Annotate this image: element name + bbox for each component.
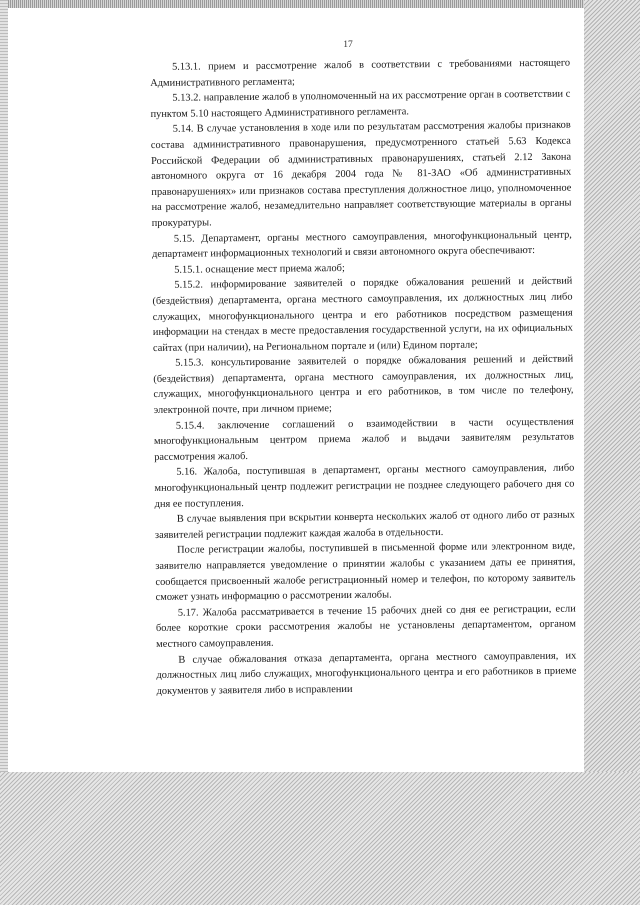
paragraph: После регистрации жалобы, поступившей в письменной форме или электронном виде, заявителю направляется уведомление о принятии жалобы с указанием даты ее принятия, сообщается присвоенный жалобе регистрационный номер и телефон, по которому заявитель сможет узнать информацию о рассмотрении жалобы. xyxy=(155,540,576,604)
scan-edge-right xyxy=(584,0,640,905)
scan-edge-bottom xyxy=(0,772,640,905)
paragraph: 5.15.4. заключение соглашений о взаимодействии в части осуществления многофункциональным центром приема жалоб и выдачи заявителям результатов рассмотрения жалоб. xyxy=(153,416,575,463)
paragraph: 5.15.1. оснащение мест приема жалоб; xyxy=(174,262,345,276)
paragraph: 5.13.2. направление жалоб в уполномоченный на их рассмотрение орган в соответствии с пунктом 5.10 настоящего Административного регламента. xyxy=(150,88,571,120)
paragraph: 5.14. В случае установления в ходе или по результатам рассмотрения жалобы признаков состава административного правонарушения, предусмотренного статьей 5.63 Кодекса Российской Федерации об административных правонарушениях, статьей 2.12 Закона автономного округа от 16 декабря 2004 года № 81-ЗАО «Об административных правонарушениях» или признаков состава преступления должностное лицо, уполномоченное на рассмотрение жалоб, незамедлительно направляет соответствующие материалы в органы прокуратуры. xyxy=(150,119,572,229)
scan-edge-top xyxy=(0,0,640,8)
page-number: 17 xyxy=(343,40,353,50)
paragraph: 5.17. Жалоба рассматривается в течение 15 рабочих дней со дня ее регистрации, если более короткие сроки рассмотрения жалобы не установлены департаментом, органом местного самоуправления. xyxy=(155,603,576,650)
paragraph: 5.15. Департамент, органы местного самоуправления, многофункциональный центр, департамент информационных технологий и связи автономного округа обеспечивают: xyxy=(151,229,572,261)
paragraph: В случае обжалования отказа департамента, органа местного самоуправления, их должностных лиц либо служащих, многофункционального центра и его работников в приеме документов у заявителя либо в исправлении xyxy=(156,650,577,697)
paragraph: В случае выявления при вскрытии конверта нескольких жалоб от одного либо от разных заявителей регистрации подлежит каждая жалоба в отдельности. xyxy=(154,509,575,541)
scan-edge-left xyxy=(0,0,8,905)
paragraph: 5.16. Жалоба, поступившая в департамент, органы местного самоуправления, либо многофункциональный центр подлежит регистрации не позднее следующего рабочего дня со дня ее поступления. xyxy=(154,463,575,510)
paragraph: 5.15.3. консультирование заявителей о порядке обжалования решений и действий (бездействия) департамента, органа местного самоуправления, их должностных лиц, служащих, многофункционального центра и его работников, в том числе по телефону, электронной почте, при личном приеме; xyxy=(153,353,574,417)
paragraph: 5.13.1. прием и рассмотрение жалоб в соответствии с требованиями настоящего Административного регламента; xyxy=(150,57,571,89)
document-body xyxy=(150,56,577,700)
paragraph: 5.15.2. информирование заявителей о порядке обжалования решений и действий (бездействия) департамента, органа местного самоуправления, их должностных лиц либо служащих, многофункционального центра и его работников посредством размещения информации на стендах в месте предоставления государственной услуги, на их официальных сайтах (при наличии), на Региональном портале и (или) Едином портале; xyxy=(152,275,573,354)
